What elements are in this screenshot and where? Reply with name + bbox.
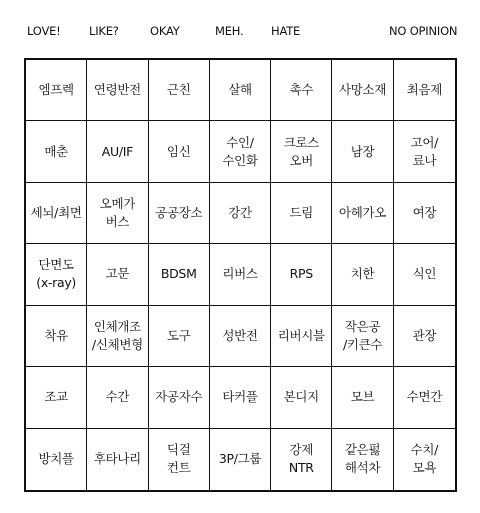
grid-cell: 인체개조 /신체변형 [87, 306, 148, 367]
grid-cell: 치한 [332, 244, 393, 305]
grid-cell: 작은공 /키큰수 [332, 306, 393, 367]
grid-cell: 관장 [394, 306, 455, 367]
grid-cell: 도구 [149, 306, 210, 367]
grid-cell: 고어/ 료나 [394, 121, 455, 182]
grid-cell: 성반전 [210, 306, 271, 367]
grid-cell: 딕걸 컨트 [149, 429, 210, 490]
grid-cell: 아헤가오 [332, 183, 393, 244]
grid-cell: 촉수 [271, 60, 332, 121]
grid-cell: RPS [271, 244, 332, 305]
grid-cell: 3P/그룹 [210, 429, 271, 490]
grid-cell: 세뇌/최면 [26, 183, 87, 244]
grid-cell: 리버스 [210, 244, 271, 305]
legend-no-opinion: NO OPINION [389, 24, 458, 38]
grid-cell: 수간 [87, 367, 148, 428]
legend-like: LIKE? [89, 24, 119, 38]
grid-cell: 오메가 버스 [87, 183, 148, 244]
grid-cell: 타커플 [210, 367, 271, 428]
legend-love: LOVE! [27, 24, 61, 38]
grid-cell: 사망소재 [332, 60, 393, 121]
grid-cell: 연령반전 [87, 60, 148, 121]
grid-cell: 후타나리 [87, 429, 148, 490]
legend-hate: HATE [271, 24, 301, 38]
grid-cell: 방치플 [26, 429, 87, 490]
grid-cell: 자공자수 [149, 367, 210, 428]
grid-cell: 남장 [332, 121, 393, 182]
kink-grid [24, 58, 457, 492]
grid-cell: 수인/ 수인화 [210, 121, 271, 182]
grid-cell: 고문 [87, 244, 148, 305]
grid-cell: 본디지 [271, 367, 332, 428]
grid-cell: 임신 [149, 121, 210, 182]
grid-cell: 조교 [26, 367, 87, 428]
grid-cell: AU/IF [87, 121, 148, 182]
legend-okay: OKAY [150, 24, 180, 38]
grid-cell: 리버시블 [271, 306, 332, 367]
grid-cell: 단면도 (x-ray) [26, 244, 87, 305]
grid-cell: 최음제 [394, 60, 455, 121]
grid-cell: 엠프렉 [26, 60, 87, 121]
grid-cell: 살해 [210, 60, 271, 121]
grid-cell: 수면간 [394, 367, 455, 428]
grid-cell: 강제 NTR [271, 429, 332, 490]
grid-cell: 드림 [271, 183, 332, 244]
grid-cell: 식인 [394, 244, 455, 305]
grid-cell: 같은펋 해석차 [332, 429, 393, 490]
grid-cell: 매춘 [26, 121, 87, 182]
grid-cell: 근친 [149, 60, 210, 121]
grid-cell: 여장 [394, 183, 455, 244]
rating-legend [0, 24, 480, 42]
grid-cell: 강간 [210, 183, 271, 244]
grid-cell: 수치/ 모욕 [410, 442, 439, 476]
grid-cell: 크로스 오버 [271, 121, 332, 182]
grid-cell: BDSM [149, 244, 210, 305]
grid-cell: 공공장소 [149, 183, 210, 244]
grid-cell: 착유 [26, 306, 87, 367]
legend-meh: MEH. [215, 24, 244, 38]
grid-cell: 모브 [332, 367, 393, 428]
